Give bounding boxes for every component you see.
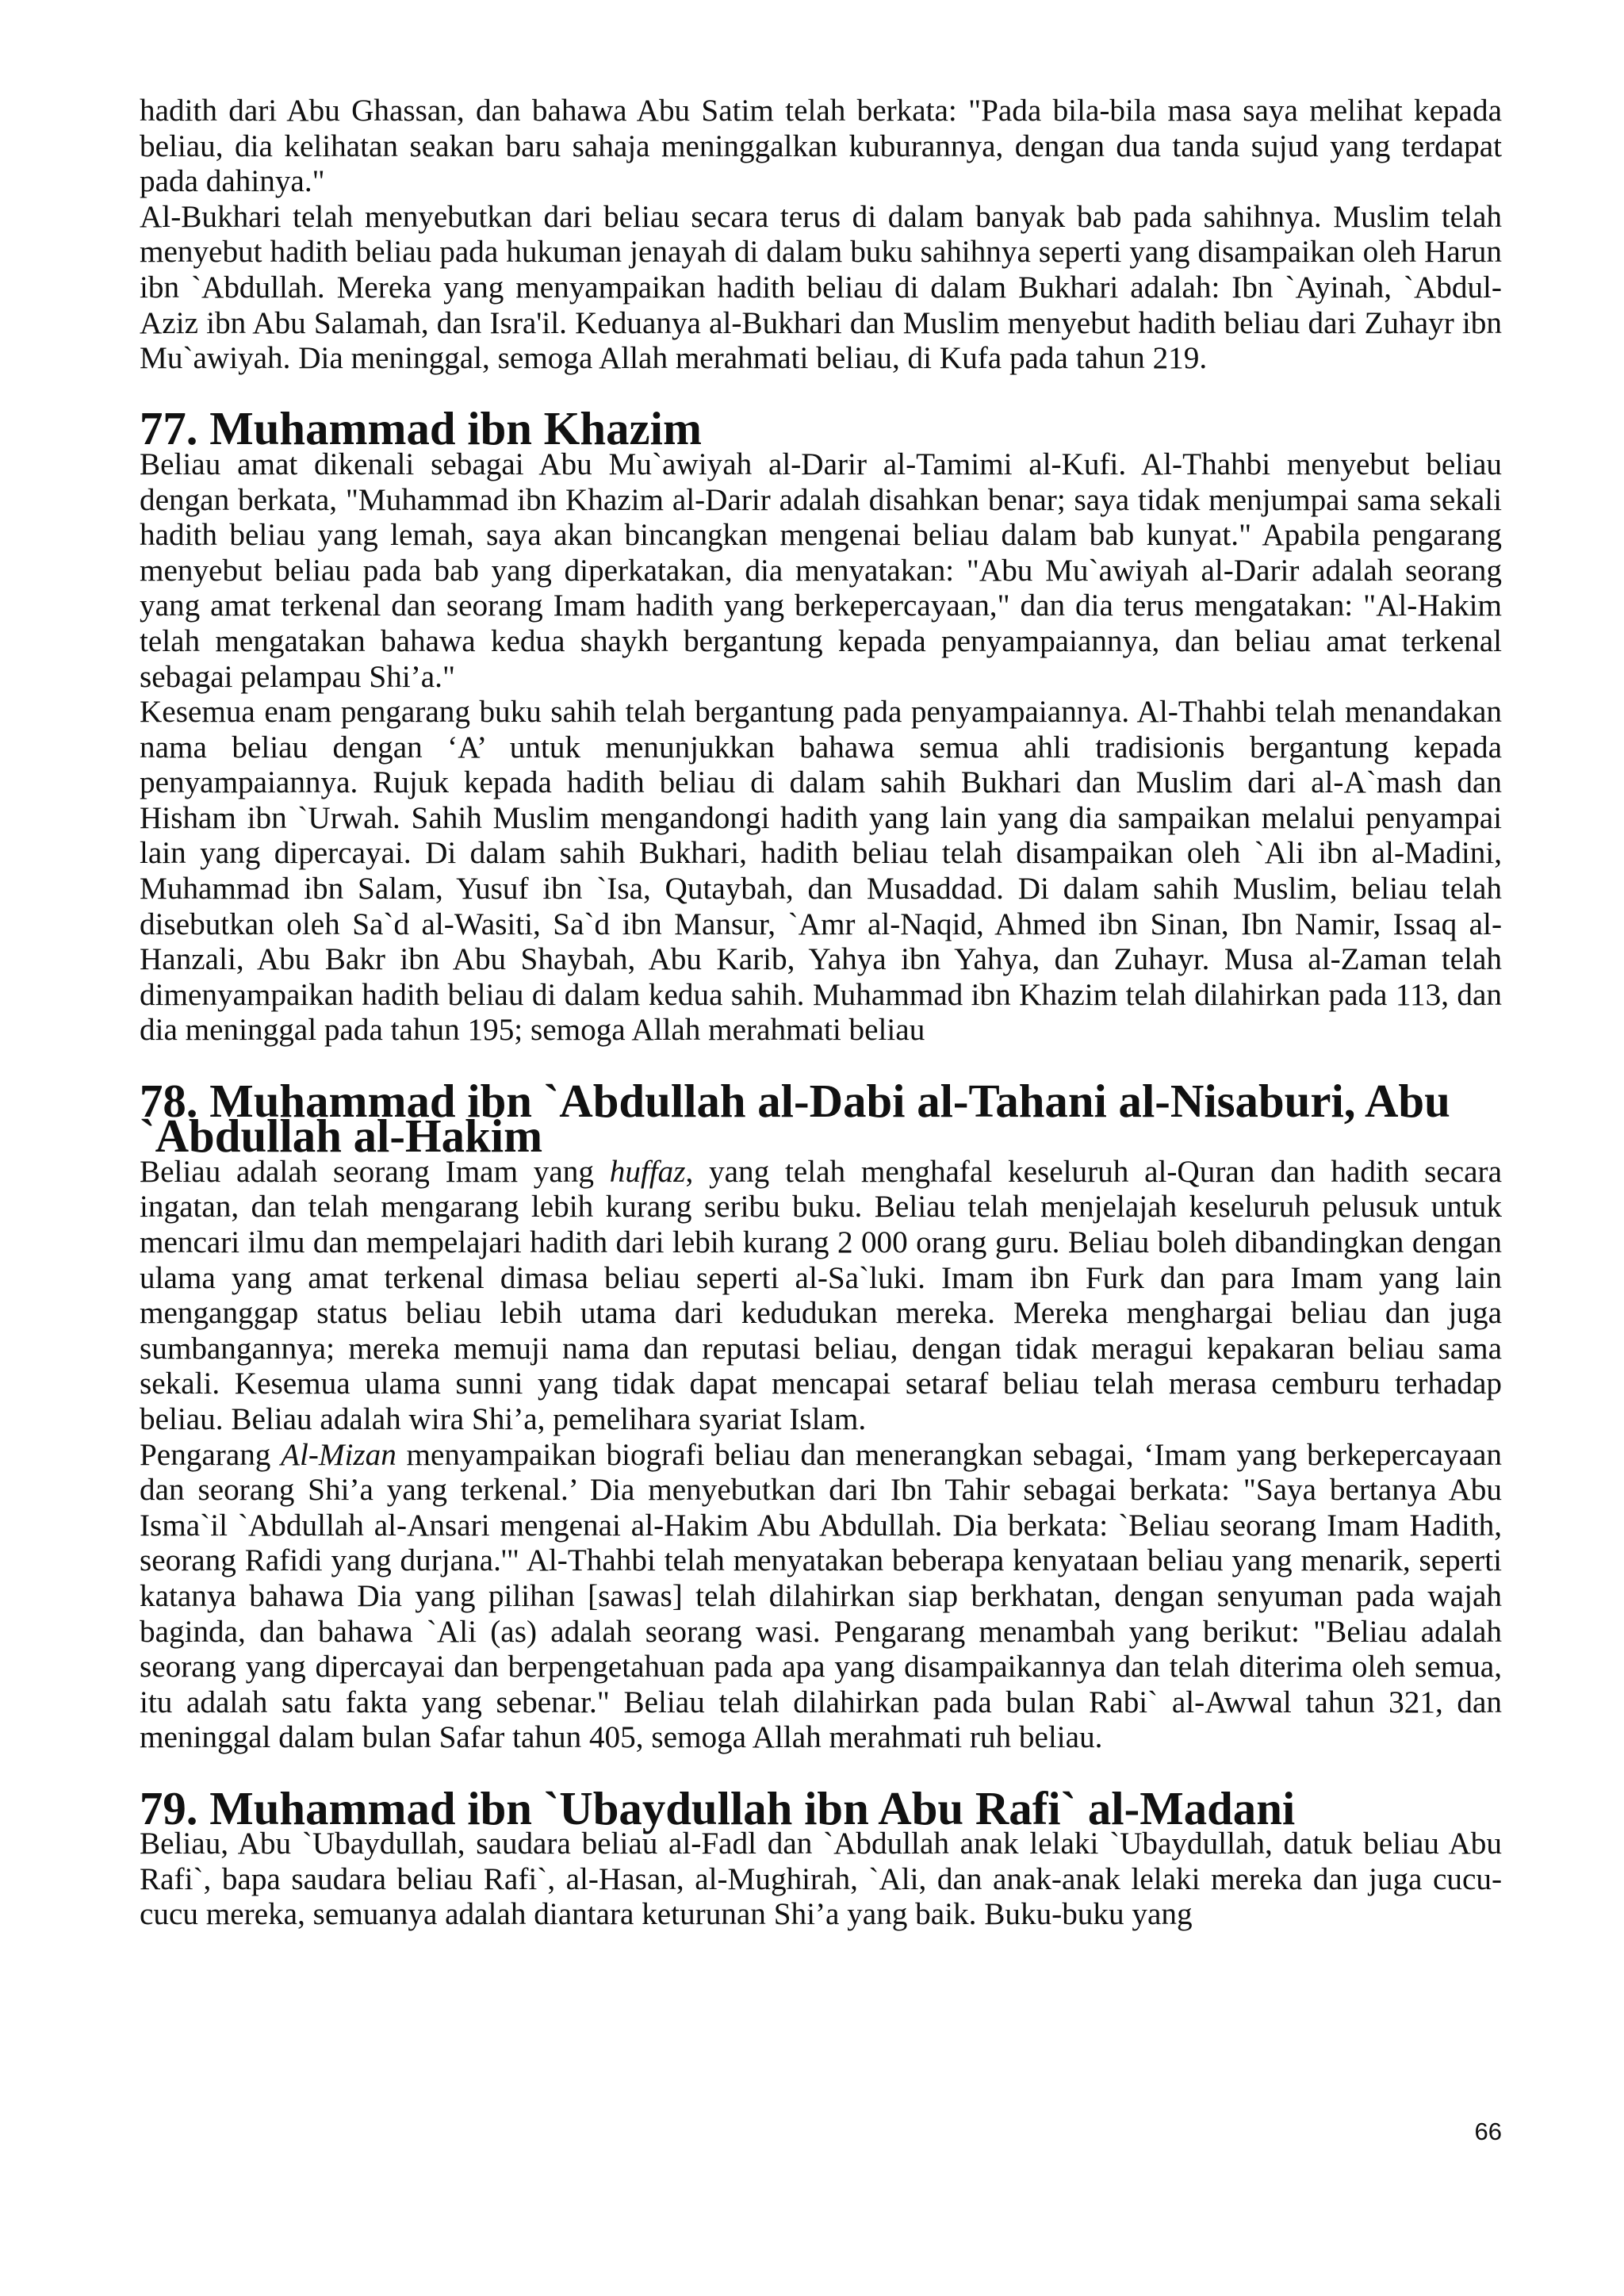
paragraph-abu-ghassan: hadith dari Abu Ghassan, dan bahawa Abu Satim telah berkata: "Pada bila-bila masa saya melihat kepada beliau, dia kelihatan seakan baru sahaja meninggalkan kuburannya, dengan dua tanda sujud yang terdapat pada dahinya." [140, 94, 1502, 199]
section-heading-79: 79. Muhammad ibn `Ubaydullah ibn Abu Rafi` al-Madani [140, 1782, 1296, 1834]
paragraph-78-al-mizan-before: Pengarang [140, 1437, 282, 1472]
term-huffaz: huffaz [609, 1154, 686, 1189]
paragraph-78-al-mizan [140, 1438, 1502, 1756]
paragraph-77-intro: Beliau amat dikenali sebagai Abu Mu`awiyah al-Darir al-Tamimi al-Kufi. Al-Thahbi menyebut beliau dengan berkata, "Muhammad ibn Khazim al-Darir adalah disahkan benar; saya tidak menjumpai sama sekali hadith beliau yang lemah, saya akan bincangkan mengenai beliau dalam bab kunyat." Apabila pengarang menyebut beliau pada bab yang diperkatakan, dia menyatakan: "Abu Mu`awiyah al-Darir adalah seorang yang amat terkenal dan seorang Imam hadith yang berkepercayaan," dan dia terus mengatakan: "Al-Hakim telah mengatakan bahawa kedua shaykh bergantung kepada penyampaiannya, dan beliau amat terkenal sebagai pelampau Shi’a." [140, 447, 1502, 694]
paragraph-78-intro-before: Beliau adalah seorang Imam yang [140, 1154, 610, 1189]
document-page [140, 94, 1502, 1933]
paragraph-79-intro: Beliau, Abu `Ubaydullah, saudara beliau al-Fadl dan `Abdullah anak lelaki `Ubaydullah, datuk beliau Abu Rafi`, bapa saudara beliau Rafi`, al-Hasan, al-Mughirah, `Ali, dan anak-anak lelaki mereka dan juga cucu-cucu mereka, semuanya adalah diantara keturunan Shi’a yang baik. Buku-buku yang [140, 1826, 1502, 1932]
paragraph-77-narrators: Kesemua enam pengarang buku sahih telah bergantung pada penyampaiannya. Al-Thahbi telah menandakan nama beliau dengan ‘A’ untuk menunjukkan bahawa semua ahli tradisionis bergantung kepada penyampaiannya. Rujuk kepada hadith beliau di dalam sahih Bukhari dan Muslim dari al-A`mash dan Hisham ibn `Urwah. Sahih Muslim mengandongi hadith yang lain yang dia sampaikan melalui penyampai lain yang dipercayai. Di dalam sahih Bukhari, hadith beliau telah disampaikan oleh `Ali ibn al-Madini, Muhammad ibn Salam, Yusuf ibn `Isa, Qutaybah, dan Musaddad. Di dalam sahih Muslim, beliau telah disebutkan oleh Sa`d al-Wasiti, Sa`d ibn Mansur, `Amr al-Naqid, Ahmed ibn Sinan, Ibn Namir, Issaq al-Hanzali, Abu Bakr ibn Abu Shaybah, Abu Karib, Yahya ibn Yahya, dan Zuhayr. Musa al-Zaman telah dimenyampaikan hadith beliau di dalam kedua sahih. Muhammad ibn Khazim telah dilahirkan pada 113, dan dia meninggal pada tahun 195; semoga Allah merahmati beliau [140, 695, 1502, 1048]
paragraph-al-bukhari: Al-Bukhari telah menyebutkan dari beliau secara terus di dalam banyak bab pada sahihnya. Muslim telah menyebut hadith beliau pada hukuman jenayah di dalam buku sahihnya seperti yang disampaikan oleh Harun ibn `Abdullah. Mereka yang menyampaikan hadith beliau di dalam Bukhari adalah: Ibn `Ayinah, `Abdul-Aziz ibn Abu Salamah, dan Isra'il. Keduanya al-Bukhari dan Muslim menyebut hadith beliau dari Zuhayr ibn Mu`awiyah. Dia meninggal, semoga Allah merahmati beliau, di Kufa pada tahun 219. [140, 199, 1502, 376]
section-heading-77: 77. Muhammad ibn Khazim [140, 403, 702, 455]
page-number: 66 [1474, 2118, 1502, 2145]
book-title-al-mizan: Al-Mizan [281, 1437, 396, 1472]
paragraph-78-intro-after: , yang telah menghafal keseluruh al-Quran dan hadith secara ingatan, dan telah mengarang lebih kurang seribu buku. Beliau telah menjelajah keseluruh pelusuk untuk mencari ilmu dan mempelajari hadith dari lebih kurang 2 000 orang guru. Beliau boleh dibandingkan dengan ulama yang amat terkenal dimasa beliau seperti al-Sa`luki. Imam ibn Furk dan para Imam yang lain menganggap status beliau lebih utama dari kedudukan mereka. Mereka menghargai beliau dan juga sumbangannya; mereka memuji nama dan reputasi beliau, dengan tidak meragui kepakaran beliau sama sekali. Kesemua ulama sunni yang tidak dapat mencapai setaraf beliau telah merasa cemburu terhadap beliau. Beliau adalah wira Shi’a, pemelihara syariat Islam. [140, 1154, 1502, 1436]
paragraph-78-intro [140, 1155, 1502, 1438]
section-heading-78: 78. Muhammad ibn `Abdullah al-Dabi al-Tahani al-Nisaburi, Abu `Abdullah al-Hakim [140, 1075, 1450, 1163]
paragraph-78-al-mizan-after: menyampaikan biografi beliau dan menerangkan sebagai, ‘Imam yang berkepercayaan dan seorang Shi’a yang terkenal.’ Dia menyebutkan dari Ibn Tahir sebagai berkata: "Saya bertanya Abu Isma`il `Abdullah al-Ansari mengenai al-Hakim Abu Abdullah. Dia berkata: `Beliau seorang Imam Hadith, seorang Rafidi yang durjana.'" Al-Thahbi telah menyatakan beberapa kenyataan beliau yang menarik, seperti katanya bahawa Dia yang pilihan [sawas] telah dilahirkan siap berkhatan, dengan senyuman pada wajah baginda, dan bahawa `Ali (as) adalah seorang wasi. Pengarang menambah yang berikut: "Beliau adalah seorang yang dipercayai dan berpengetahuan pada apa yang disampaikannya dan telah diterima oleh semua, itu adalah satu fakta yang sebenar." Beliau telah dilahirkan pada bulan Rabi` al-Awwal tahun 321, dan meninggal dalam bulan Safar tahun 405, semoga Allah merahmati ruh beliau. [140, 1437, 1502, 1755]
